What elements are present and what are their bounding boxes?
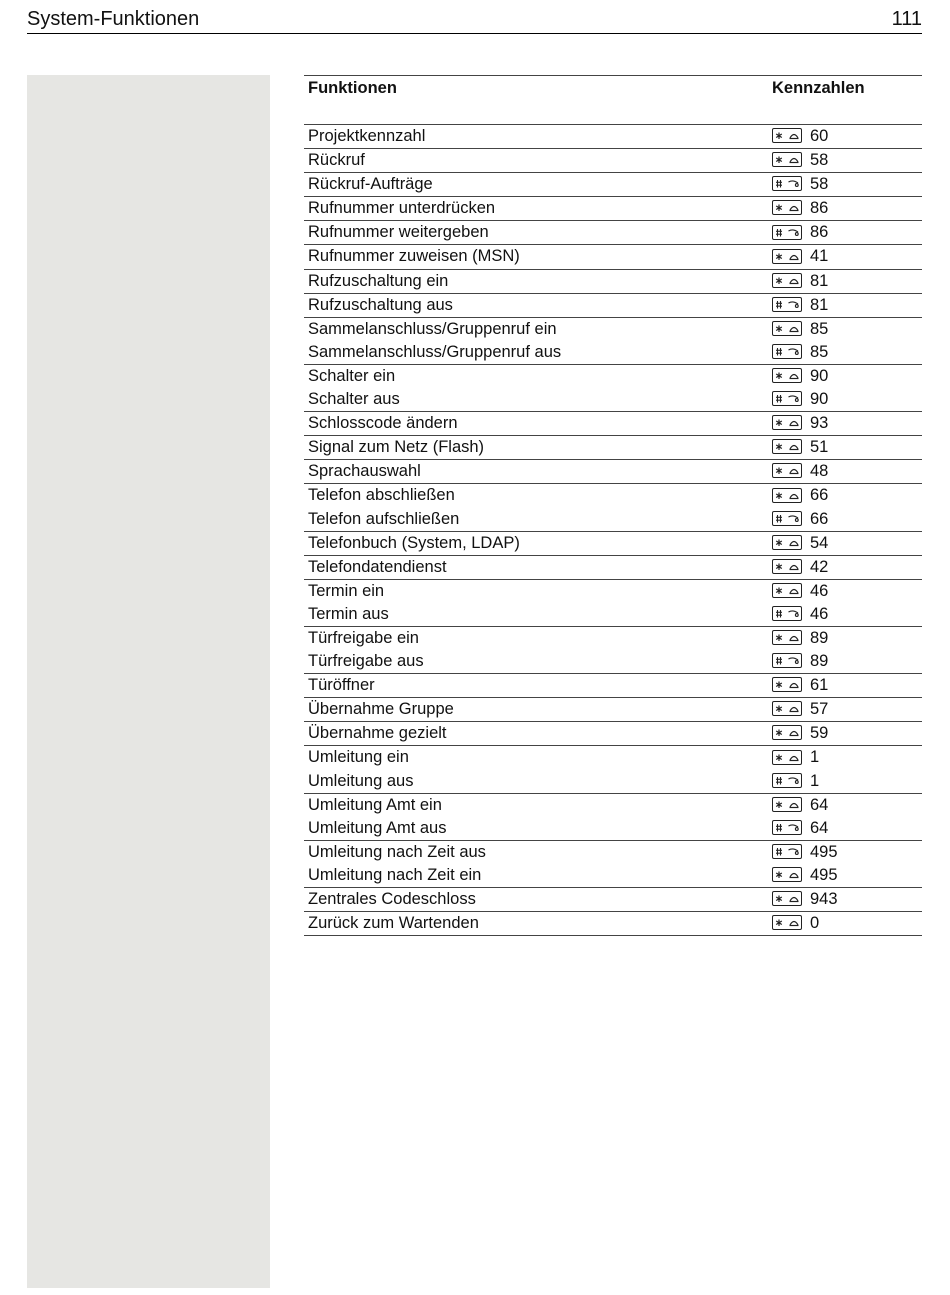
star-key-icon	[772, 915, 802, 930]
row-group	[304, 698, 922, 722]
code-number: 89	[810, 652, 829, 671]
table-header	[304, 75, 922, 125]
row-group	[304, 365, 922, 412]
function-label: Schalter ein	[308, 366, 396, 385]
function-code	[772, 913, 819, 934]
function-label: Türöffner	[308, 676, 375, 695]
page-header	[27, 6, 922, 34]
table-row	[304, 864, 922, 887]
function-label: Projektkennzahl	[308, 127, 426, 145]
function-code	[772, 150, 828, 171]
row-group	[304, 580, 922, 627]
sidebar-panel	[27, 75, 270, 1288]
table-row	[304, 221, 922, 244]
row-group	[304, 294, 922, 318]
code-number: 60	[810, 127, 829, 146]
function-label: Rückruf	[308, 151, 365, 170]
table-row	[304, 460, 922, 483]
function-code	[772, 509, 828, 530]
code-number: 46	[810, 605, 829, 624]
code-number: 51	[810, 438, 829, 457]
row-group	[304, 197, 922, 221]
row-group	[304, 532, 922, 556]
row-group	[304, 912, 922, 936]
table-row	[304, 484, 922, 507]
function-label: Signal zum Netz (Flash)	[308, 438, 485, 457]
function-label: Rufnummer zuweisen (MSN)	[308, 247, 520, 266]
function-label: Termin ein	[308, 581, 385, 600]
star-key-icon	[772, 797, 802, 812]
function-label: Rufnummer weitergeben	[308, 223, 489, 242]
function-label: Umleitung aus	[308, 771, 414, 790]
function-label: Telefon aufschließen	[308, 509, 460, 528]
table-row	[304, 365, 922, 388]
code-number: 59	[810, 724, 829, 743]
function-label: Zentrales Codeschloss	[308, 890, 476, 908]
table-row	[304, 698, 922, 721]
function-code	[772, 604, 828, 625]
hash-key-icon	[772, 820, 802, 835]
code-number: 81	[810, 295, 829, 314]
function-code	[772, 842, 838, 863]
function-label: Telefon abschließen	[308, 486, 455, 505]
function-label: Telefonbuch (System, LDAP)	[308, 533, 520, 552]
hash-key-icon	[772, 297, 802, 312]
star-key-icon	[772, 415, 802, 430]
table-row	[304, 722, 922, 745]
table-row	[304, 650, 922, 673]
star-key-icon	[772, 463, 802, 478]
star-key-icon	[772, 867, 802, 882]
code-number: 42	[810, 557, 829, 576]
star-key-icon	[772, 583, 802, 598]
code-number: 41	[810, 247, 829, 266]
code-number: 86	[810, 199, 829, 218]
row-group	[304, 436, 922, 460]
table-row	[304, 674, 922, 697]
function-label: Schalter aus	[308, 390, 400, 409]
function-code	[772, 319, 828, 340]
table-row	[304, 436, 922, 459]
table-row	[304, 341, 922, 364]
star-key-icon	[772, 200, 802, 215]
function-code	[772, 271, 828, 292]
code-number: 0	[810, 914, 820, 933]
row-group	[304, 173, 922, 197]
table-row	[304, 388, 922, 411]
function-label: Rückruf-Aufträge	[308, 175, 433, 194]
function-code	[772, 246, 828, 267]
star-key-icon	[772, 535, 802, 550]
function-code	[772, 675, 828, 696]
function-code	[772, 222, 828, 243]
row-group	[304, 412, 922, 436]
function-code	[772, 198, 828, 219]
code-number: 64	[810, 818, 829, 837]
row-group	[304, 556, 922, 580]
function-label: Türfreigabe aus	[308, 652, 424, 671]
table-row	[304, 412, 922, 435]
function-label: Übernahme Gruppe	[308, 700, 454, 719]
function-label: Türfreigabe ein	[308, 628, 419, 647]
function-label: Telefondatendienst	[308, 557, 447, 576]
function-code	[772, 581, 828, 602]
column-header-function: Funktionen	[308, 79, 397, 97]
function-code	[772, 413, 828, 434]
code-number: 85	[810, 342, 829, 361]
code-number: 1	[810, 748, 820, 767]
function-code	[772, 389, 828, 410]
table-row	[304, 508, 922, 531]
code-number: 64	[810, 795, 829, 814]
code-number: 943	[810, 890, 838, 909]
code-number: 48	[810, 462, 829, 481]
hash-key-icon	[772, 511, 802, 526]
star-key-icon	[772, 891, 802, 906]
star-key-icon	[772, 725, 802, 740]
star-key-icon	[772, 701, 802, 716]
function-label: Sammelanschluss/Gruppenruf ein	[308, 319, 557, 338]
code-number: 1	[810, 771, 820, 790]
function-code	[772, 485, 828, 506]
function-label: Übernahme gezielt	[308, 724, 447, 743]
function-code	[772, 295, 828, 316]
page-number: 111	[891, 8, 922, 30]
function-code	[772, 126, 828, 147]
star-key-icon	[772, 750, 802, 765]
function-label: Schlosscode ändern	[308, 414, 458, 433]
function-code	[772, 651, 828, 672]
star-key-icon	[772, 559, 802, 574]
star-key-icon	[772, 677, 802, 692]
row-group	[304, 270, 922, 294]
function-label: Rufnummer unterdrücken	[308, 199, 496, 218]
row-group	[304, 460, 922, 484]
star-key-icon	[772, 488, 802, 503]
row-group	[304, 794, 922, 841]
function-code	[772, 818, 828, 839]
hash-key-icon	[772, 344, 802, 359]
star-key-icon	[772, 273, 802, 288]
star-key-icon	[772, 368, 802, 383]
code-number: 66	[810, 486, 829, 505]
function-code	[772, 437, 828, 458]
code-number: 85	[810, 319, 829, 338]
function-label: Sammelanschluss/Gruppenruf aus	[308, 342, 562, 361]
function-label: Sprachauswahl	[308, 462, 421, 481]
row-group	[304, 318, 922, 365]
function-code	[772, 366, 828, 387]
function-code	[772, 699, 828, 720]
function-label: Umleitung nach Zeit aus	[308, 842, 486, 861]
hash-key-icon	[772, 653, 802, 668]
hash-key-icon	[772, 773, 802, 788]
code-number: 58	[810, 175, 829, 194]
table-row	[304, 888, 922, 911]
star-key-icon	[772, 439, 802, 454]
code-number: 495	[810, 842, 838, 861]
table-row	[304, 270, 922, 293]
row-group	[304, 888, 922, 912]
row-group	[304, 125, 922, 149]
function-code	[772, 723, 828, 744]
function-code	[772, 889, 838, 910]
row-group	[304, 149, 922, 173]
function-code	[772, 342, 828, 363]
code-number: 89	[810, 629, 829, 648]
star-key-icon	[772, 128, 802, 143]
table-row	[304, 580, 922, 603]
table-row	[304, 318, 922, 341]
function-code	[772, 865, 838, 886]
function-label: Zurück zum Wartenden	[308, 914, 479, 933]
code-number: 90	[810, 367, 829, 386]
code-number: 90	[810, 390, 829, 409]
code-number: 46	[810, 581, 829, 600]
hash-key-icon	[772, 225, 802, 240]
table-row	[304, 125, 922, 148]
code-number: 66	[810, 509, 829, 528]
table-row	[304, 173, 922, 196]
code-number: 81	[810, 271, 829, 290]
function-label: Rufzuschaltung aus	[308, 295, 453, 314]
function-label: Umleitung Amt aus	[308, 818, 447, 837]
star-key-icon	[772, 321, 802, 336]
star-key-icon	[772, 249, 802, 264]
table-row	[304, 817, 922, 840]
code-number: 58	[810, 151, 829, 170]
function-code	[772, 771, 819, 792]
hash-key-icon	[772, 606, 802, 621]
function-label: Umleitung ein	[308, 748, 409, 767]
table-row	[304, 197, 922, 220]
table-row	[304, 245, 922, 268]
table-row	[304, 603, 922, 626]
column-header-code: Kennzahlen	[772, 79, 865, 97]
table-row	[304, 556, 922, 579]
function-label: Umleitung nach Zeit ein	[308, 865, 482, 884]
function-code	[772, 628, 828, 649]
code-number: 61	[810, 676, 829, 695]
hash-key-icon	[772, 176, 802, 191]
hash-key-icon	[772, 844, 802, 859]
hash-key-icon	[772, 391, 802, 406]
row-group	[304, 484, 922, 531]
table-row	[304, 294, 922, 317]
table-row	[304, 532, 922, 555]
table-body	[304, 125, 922, 936]
row-group	[304, 746, 922, 793]
table-row	[304, 770, 922, 793]
row-group	[304, 627, 922, 674]
function-code-table	[304, 75, 922, 936]
table-row	[304, 841, 922, 864]
row-group	[304, 221, 922, 245]
function-label: Umleitung Amt ein	[308, 795, 442, 814]
function-code	[772, 557, 828, 578]
table-row	[304, 746, 922, 769]
code-number: 57	[810, 700, 829, 719]
function-label: Termin aus	[308, 604, 389, 623]
page-title: System-Funktionen	[27, 8, 200, 30]
code-number: 86	[810, 223, 829, 242]
function-code	[772, 533, 828, 554]
function-code	[772, 461, 828, 482]
function-label: Rufzuschaltung ein	[308, 271, 449, 290]
row-group	[304, 841, 922, 888]
table-row	[304, 149, 922, 172]
code-number: 54	[810, 533, 829, 552]
code-number: 93	[810, 414, 829, 433]
table-row	[304, 627, 922, 650]
function-code	[772, 795, 828, 816]
star-key-icon	[772, 630, 802, 645]
function-code	[772, 174, 828, 195]
row-group	[304, 722, 922, 746]
code-number: 495	[810, 866, 838, 885]
row-group	[304, 674, 922, 698]
table-row	[304, 912, 922, 935]
row-group	[304, 245, 922, 269]
star-key-icon	[772, 152, 802, 167]
function-code	[772, 747, 819, 768]
table-row	[304, 794, 922, 817]
